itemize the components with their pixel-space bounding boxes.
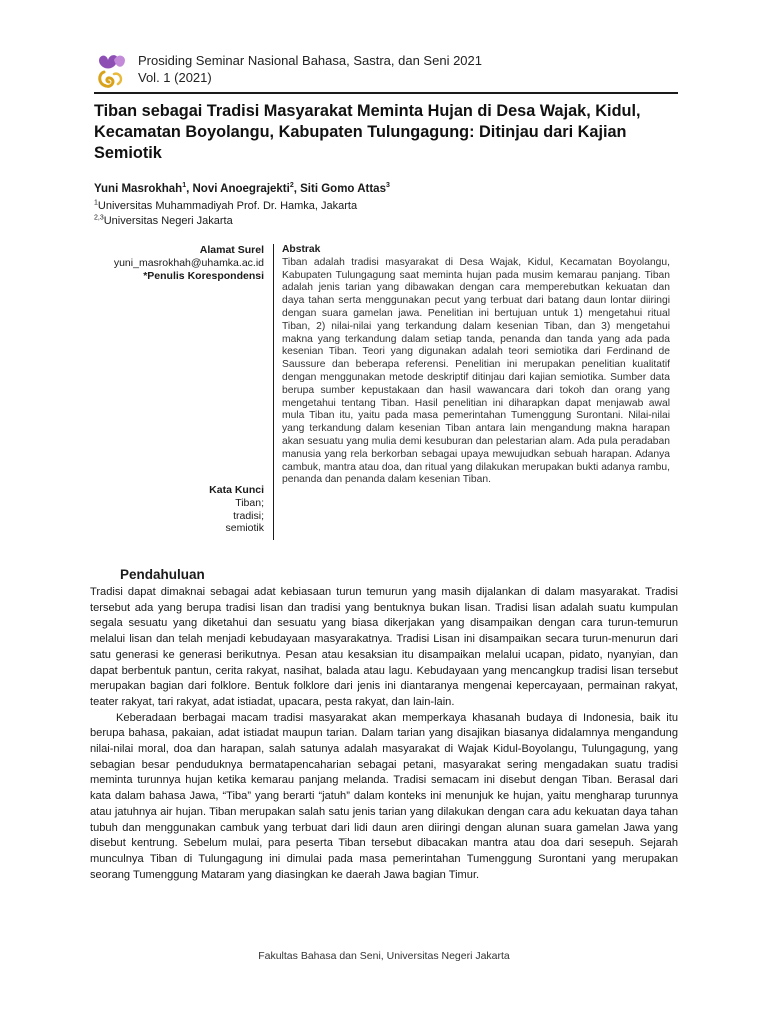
keywords-block	[94, 484, 264, 535]
section-body	[90, 585, 678, 883]
affiliation	[94, 215, 233, 227]
proceedings-volume: Vol. 1 (2021)	[138, 70, 212, 85]
abstract-label: Abstrak	[282, 244, 321, 255]
keyword: Tiban;	[235, 496, 264, 509]
affiliation	[94, 200, 357, 212]
section-heading: Pendahuluan	[120, 567, 205, 582]
author-separator: ,	[186, 183, 193, 195]
author-affiliation-mark: 3	[385, 182, 390, 190]
author-affiliation-mark: 2	[289, 182, 294, 190]
keywords-label: Kata Kunci	[209, 484, 264, 496]
affiliation-mark: 1	[94, 199, 98, 207]
body-paragraph: Tradisi dapat dimaknai sebagai adat kebiasaan turun temurun yang masih dijalankan di dalam masyarakat. Tradisi tersebut ada yang berupa tradisi lisan dan tradisi yang bentuknya bukan lisan. Tradisi lisan adalah suatu kumpulan segala sesuatu yang diketahui dan sesuatu yang biasa dikerjakan yang disampaikan dengan cara turun-temurun melalui lisan dan telah menjadi kebudayaan masyarakatnya. Tradisi Lisan ini disampaikan secara turun-menurun dari satu generasi ke generasi berikutnya. Pesan atau kesaksian itu disampaikan melalui ucapan, pidato, nyanyian, dan dapat berbentuk pantun, cerita rakyat, nasihat, balada atau lagu. Kebudayaan yang mencangkup tradisi lisan tersebut merupakan bagian dari folklore. Bentuk folklore dari jenis ini diantaranya mengenai kepercayaan, permainan rakyat, teater rakyat, tari rakyat, adat istiadat, upacara, pesta rakyat, dan lain-lain.	[90, 586, 678, 708]
corresponding-author-note: *Penulis Korespondensi	[143, 269, 264, 282]
page-footer: Fakultas Bahasa dan Seni, Universitas Negeri Jakarta	[258, 950, 510, 962]
conference-logo-icon	[94, 50, 130, 90]
title-divider	[94, 92, 678, 94]
keyword: tradisi;	[233, 509, 264, 522]
proceedings-name: Prosiding Seminar Nasional Bahasa, Sastra, dan Seni 2021	[138, 53, 482, 68]
contact-block	[94, 244, 264, 282]
abstract-text: Tiban adalah tradisi masyarakat di Desa Wajak, Kidul, Kecamatan Boyolangu, Kabupaten Tulungagung saat meminta hujan pada musim kemarau panjang. Tiban adalah jenis tarian yang dibawakan dengan cara memperebutkan kekuatan dan daya tahan serta menggunakan pecut yang terbuat dari batang daun lontar diiringi dengan suara gamelan jawa. Penelitian ini bertujuan untuk 1) mengetahui ritual Tiban, 2) nilai-nilai yang terkandung dalam kesenian Tiban, dan 3) mengetahui makna yang terkandung dalam setiap tanda, penanda dan tanda yang ada pada kesenian Tiban. Teori yang digunakan adalah teori semiotika dari Ferdinand de Saussure dan beberapa referensi. Penelitian ini merupakan penelitian kualitatif dengan menggunakan metode deskriptif ditinjau dari kajian semiotika. Sumber data berupa sumber kepustakaan dan hasil wawancara dari tokoh dan orang yang mengetahui tentang Tiban. Hasil penelitian ini diharapkan dapat menjawab awal mula Tiban itu, yaitu pada masa pemerintahan Tumenggung Surontani. Nilai-nilai yang terkandung dalam kesenian Tiban antara lain mengandung makna harapan akan sesuatu yang mulia demi kesuburan dan pelestarian alam. Ada pula peradaban manusia yang rela berkorban sebagai upaya mewujudkan sebuah harapan. Adanya cambuk, mantra atau doa, dan ritual yang dilakukan merupakan bukti adanya rambu, penanda dan penanda dalam kesenian Tiban.	[282, 256, 670, 486]
author-name: Siti Gomo Attas	[300, 183, 386, 195]
affiliation-name: Universitas Muhammadiyah Prof. Dr. Hamka, Jakarta	[97, 200, 358, 212]
author-separator: ,	[293, 183, 301, 195]
author-name: Yuni Masrokhah	[94, 183, 183, 195]
keyword: semiotik	[225, 522, 264, 535]
author-affiliation-mark: 1	[182, 182, 187, 190]
proceedings-info	[138, 52, 482, 86]
affiliation-name: Universitas Negeri Jakarta	[103, 215, 233, 227]
author-name: Novi Anoegrajekti	[192, 183, 290, 195]
contact-email: yuni_masrokhah@uhamka.ac.id	[113, 256, 264, 269]
paper-title: Tiban sebagai Tradisi Masyarakat Meminta Hujan di Desa Wajak, Kidul, Kecamatan Boyolangu, Kabupaten Tulungagung: Ditinjau dari Kajian Semiotik	[94, 102, 641, 162]
abstract-divider	[273, 244, 274, 540]
contact-label: Alamat Surel	[199, 244, 264, 256]
author-list	[94, 183, 390, 195]
affiliation-mark: 2,3	[94, 214, 104, 222]
abstract-block	[282, 244, 670, 487]
body-paragraph: Keberadaan berbagai macam tradisi masyarakat akan memperkaya khasanah budaya di Indonesia, baik itu berupa bahasa, pakaian, adat istiadat maupun tarian. Dalam tarian yang disajikan biasanya didalamnya mengandung nilai-nilai moral, doa dan harapan, salah satunya adalah masyarakat di Wajak Kidul-Boyolangu, Tulungagung, yang sebagian besar penduduknya bermatapencaharian sebagai petani, masyarakat sering mengadakan suatu tradisi meminta turunnya hujan ketika kemarau panjang melanda. Tradisi semacam ini disebut dengan Tiban. Berasal dari kata dalam bahasa Jawa, “Tiba” yang berarti “jatuh” dalam konteks ini menunjuk ke hujan, yaitu mengharap turunnya atau jatuhnya air hujan. Tiban merupakan salah satu jenis tarian yang dilakukan dengan cara adu kekuatan daya tahan tubuh dan menggunakan cambuk yang terbuat dari lidi daun aren diiringi dengan alunan suara gamelan Jawa yang disebut kentrung. Sebelum mulai, para peserta Tiban tersebut dibacakan mantra atau doa dari sesepuh. Sejarah munculnya Tiban di Tulungagung ini dimulai pada masa pemerintahan Tumenggung Surontani yang merupakan seorang Tumenggung Mataram yang diasingkan ke daerah Jawa bagian Timur.	[90, 711, 678, 881]
